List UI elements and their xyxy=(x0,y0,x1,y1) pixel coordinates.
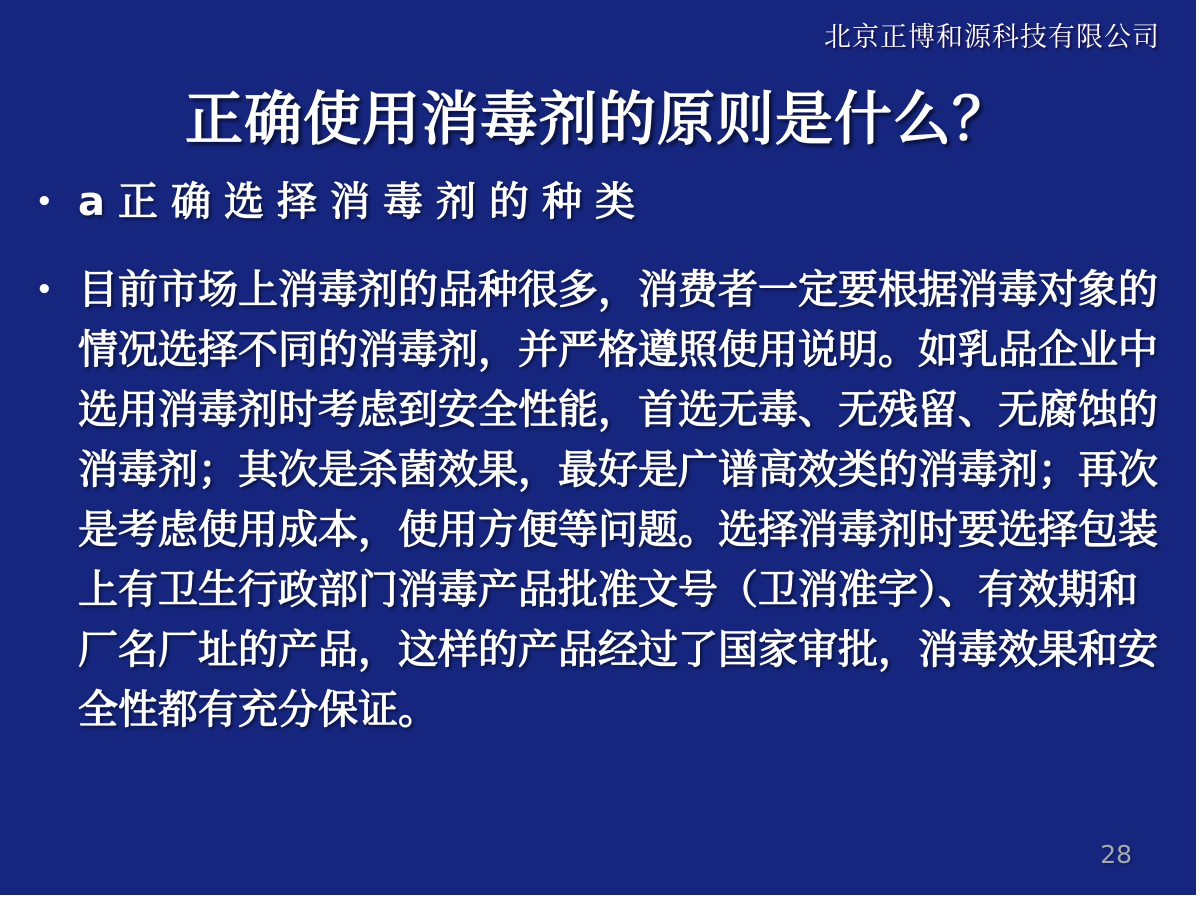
text-line: 选用消毒剂时考虑到安全性能，首选无毒、无残留、无腐蚀的 xyxy=(78,387,1158,433)
text-line: a正确选择消毒剂的种类 xyxy=(78,179,648,225)
page-number: 28 xyxy=(1100,840,1132,869)
bullet-marker-icon: • xyxy=(36,187,53,217)
bullet-item xyxy=(36,260,1176,740)
bullet-item xyxy=(36,172,1176,232)
text-line: 情况选择不同的消毒剂，并严格遵照使用说明。如乳品企业中 xyxy=(78,327,1158,373)
bullet-text xyxy=(78,260,1176,740)
text-line: 上有卫生行政部门消毒产品批准文号（卫消准字）、有效期和 xyxy=(78,567,1138,613)
slide-title: 正确使用消毒剂的原则是什么？ xyxy=(184,85,1011,153)
text-line: 全性都有充分保证。 xyxy=(78,687,438,733)
company-name: 北京正博和源科技有限公司 xyxy=(824,22,1160,53)
bullet-text xyxy=(78,172,1176,232)
text-line: 是考虑使用成本，使用方便等问题。选择消毒剂时要选择包装 xyxy=(78,507,1158,553)
bullet-marker-icon: • xyxy=(36,275,53,305)
text-line: 消毒剂；其次是杀菌效果，最好是广谱高效类的消毒剂；再次 xyxy=(78,447,1158,493)
bullet-list xyxy=(36,172,1176,768)
text-line: 厂名厂址的产品，这样的产品经过了国家审批，消毒效果和安 xyxy=(78,627,1158,673)
text-line: 目前市场上消毒剂的品种很多，消费者一定要根据消毒对象的 xyxy=(78,267,1158,313)
